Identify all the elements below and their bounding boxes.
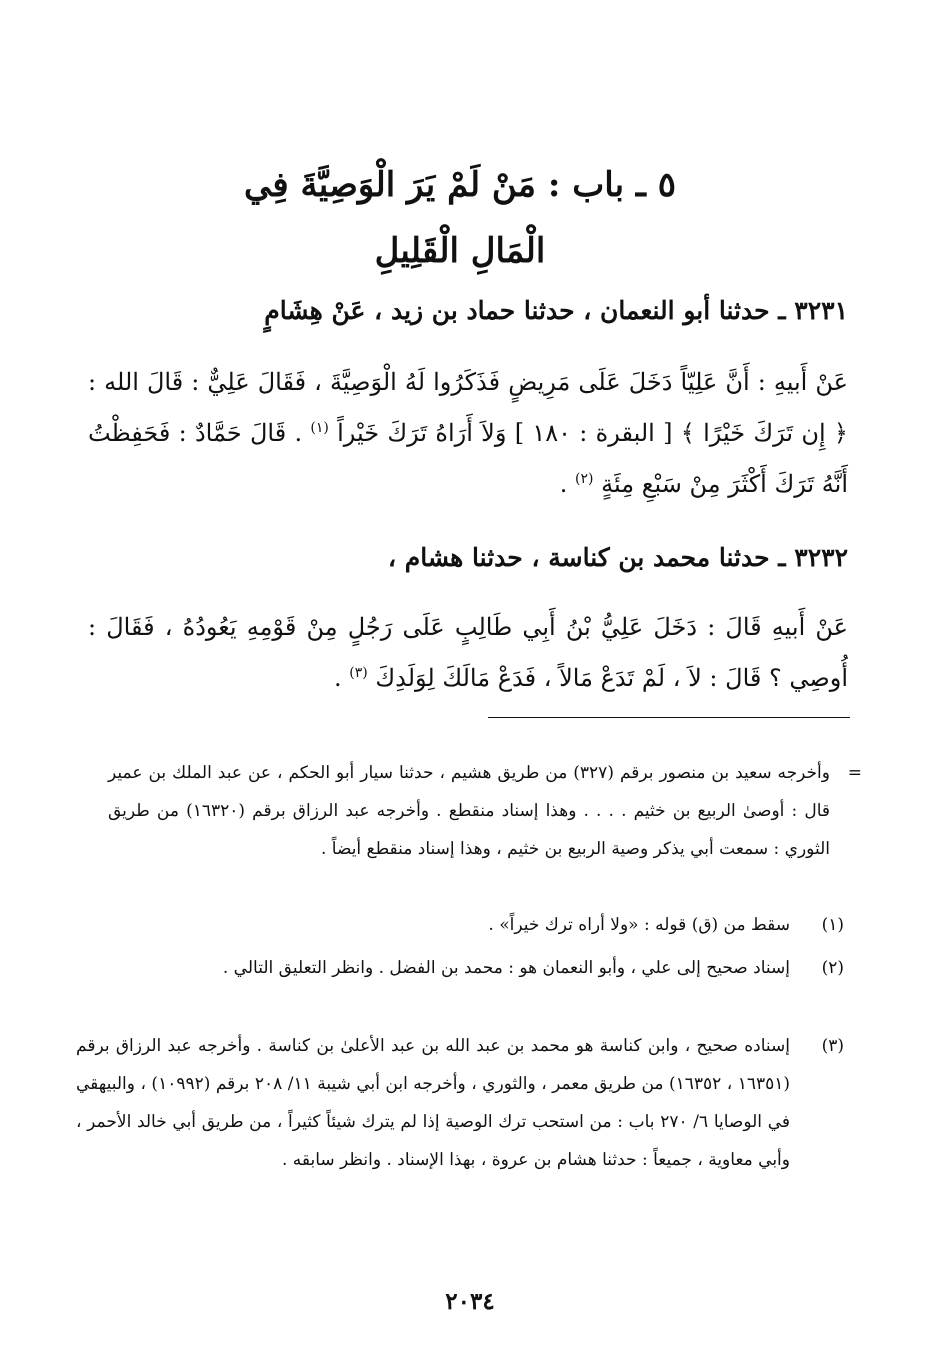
hadith-3232-text-end: .: [333, 664, 342, 692]
footnote-3-text: إسناده صحيح ، وابن كناسة هو محمد بن عبد الله بن عبد الأعلىٰ بن كناسة . وأخرجه عبد الرزاق برقم (١٦٣٥١ ، ١٦٣٥٢) من طريق معمر ، والثوري ، وأخرجه ابن أبي شيبة ١١/ ٢٠٨ برقم (١٠٩٩٢) ، والبيهقي في الوصايا ٦/ ٢٧٠ باب : من استحب ترك الوصية إذا لم يترك شيئاً كثيراً ، من طريق أبي خالد الأحمر ، وأبي معاوية ، جميعاً : حدثنا هشام بن عروة ، بهذا الإسناد . وانظر سابقه .: [76, 1036, 791, 1170]
footnote-3-label: (٣): [821, 1036, 844, 1056]
footnote-1-text: سقط من (ق) قوله : «ولا أراه ترك خيراً» .: [488, 915, 790, 935]
footnote-ref-3: (٣): [349, 665, 368, 681]
hadith-3231-text-part-2: . قَالَ حَمَّادٌ : فَحَفِظْتُ أَنَّهُ تَرَكَ أَكْثَرَ مِنْ سَبْعِ مِئَةٍ: [88, 419, 848, 498]
footnote-1-label: (١): [821, 915, 844, 935]
footnote-continuation-marker: =: [847, 763, 862, 783]
footnote-2-text: إسناد صحيح إلى علي ، وأبو النعمان هو : محمد بن الفضل . وانظر التعليق التالي .: [222, 958, 790, 978]
chapter-title: [180, 152, 740, 284]
hadith-3231-text-end: .: [559, 470, 568, 498]
footnote-2-label: (٢): [821, 958, 844, 978]
footnote-ref-1: (١): [310, 420, 329, 436]
chapter-title-line-2: الْمَالِ الْقَلِيلِ: [374, 231, 546, 271]
footnote-divider: [488, 717, 850, 718]
chapter-title-line-1: ٥ ـ باب : مَنْ لَمْ يَرَ الْوَصِيَّةَ فِي: [244, 165, 676, 205]
footnote-ref-2: (٢): [575, 471, 594, 487]
hadith-3231-heading: ٣٢٣١ ـ حدثنا أبو النعمان ، حدثنا حماد بن زيد ، عَنْ هِشَامٍ: [264, 296, 848, 325]
hadith-3231-text: [88, 357, 848, 510]
hadith-3232-heading: ٣٢٣٢ ـ حدثنا محمد بن كناسة ، حدثنا هشام ،: [388, 543, 848, 572]
hadith-3231-text-part-1: عَنْ أَبيهِ : أَنَّ عَلِيّاً دَخَلَ عَلَى مَرِيضٍ فَذَكَرُوا لَهُ الْوَصِيَّةَ ، فَقَالَ عَلِيٌّ : قَالَ الله : ﴿ إِن تَرَكَ خَيْرًا ﴾ [ البقرة : ١٨٠ ] وَلاَ أَرَاهُ تَرَكَ خَيْراً: [88, 368, 848, 447]
footnote-continuation-text: وأخرجه سعيد بن منصور برقم (٣٢٧) من طريق هشيم ، حدثنا سيار أبو الحكم ، عن عبد الملك بن عمير قال : أوصىٰ الربيع بن خثيم . . . . وهذا إسناد منقطع . وأخرجه عبد الرزاق برقم (١٦٣٢٠) من طريق الثوري : سمعت أبي يذكر وصية الربيع بن خثيم ، وهذا إسناد منقطع أيضاً .: [108, 763, 831, 859]
hadith-3232-text: [88, 602, 848, 704]
hadith-3232-text-part-1: عَنْ أَبيهِ قَالَ : دَخَلَ عَلِيُّ بْنُ أَبِي طَالِبٍ عَلَى رَجُلٍ مِنْ قَوْمِهِ يَعُودُهُ ، فَقَالَ : أُوصِي ؟ قَالَ : لاَ ، لَمْ تَدَعْ مَالاً ، فَدَعْ مَالَكَ لِوَلَدِكَ: [88, 613, 848, 692]
page-number: ٢٠٣٤: [445, 1288, 495, 1315]
